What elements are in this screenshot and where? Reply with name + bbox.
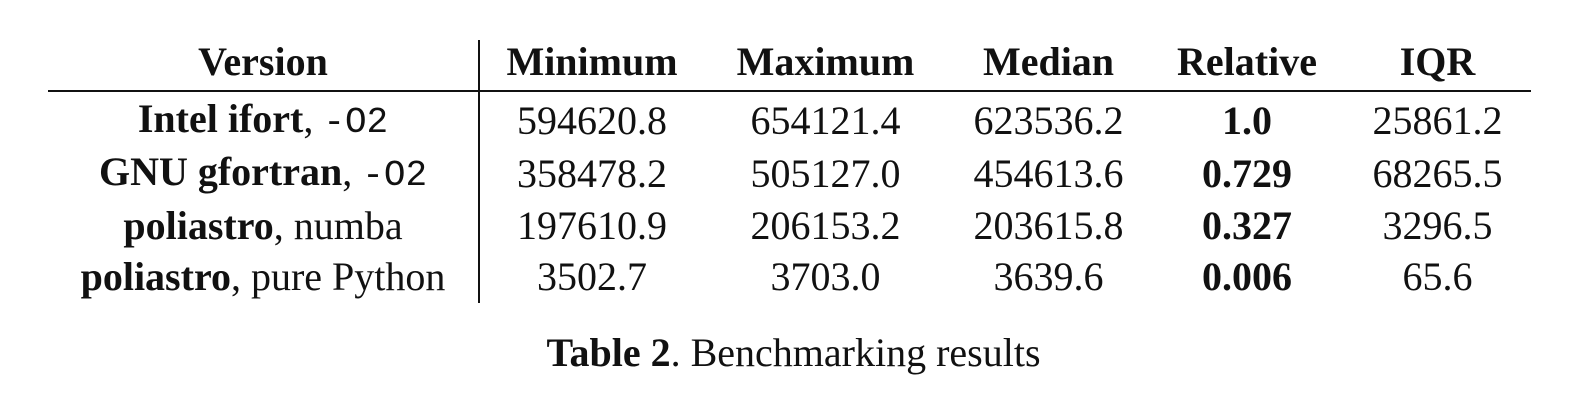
minimum-cell: 3502.7 (537, 254, 647, 299)
version-cell (48, 251, 479, 303)
caption-separator: . (670, 330, 691, 375)
version-name: Intel ifort (137, 96, 304, 141)
median-cell: 454613.6 (973, 151, 1124, 196)
iqr-cell: 68265.5 (1372, 151, 1503, 196)
iqr-cell: 25861.2 (1372, 98, 1503, 143)
version-separator: , (273, 203, 294, 248)
version-option: -O2 (323, 102, 389, 143)
median-cell: 3639.6 (993, 254, 1104, 299)
caption-text: Benchmarking results (690, 330, 1041, 375)
maximum-cell: 505127.0 (750, 151, 901, 196)
maximum-cell: 206153.2 (750, 203, 901, 248)
version-cell (48, 91, 479, 147)
table-row (48, 147, 1531, 200)
version-separator: , (230, 254, 251, 299)
median-cell: 203615.8 (973, 203, 1124, 248)
relative-cell: 1.0 (1222, 98, 1272, 143)
header-version: Version (48, 40, 479, 91)
minimum-cell: 358478.2 (517, 151, 667, 196)
header-iqr: IQR (1399, 39, 1476, 84)
caption-label: Table 2 (546, 330, 671, 375)
version-separator: , (342, 149, 363, 194)
benchmark-table-container (48, 40, 1531, 303)
table-row (48, 200, 1531, 251)
maximum-cell: 3703.0 (770, 254, 881, 299)
iqr-cell: 65.6 (1402, 254, 1473, 299)
header-minimum: Minimum (506, 39, 678, 84)
relative-cell: 0.327 (1202, 203, 1292, 248)
version-cell (48, 147, 479, 200)
table-row (48, 251, 1531, 303)
header-median: Median (982, 39, 1115, 84)
minimum-cell: 594620.8 (517, 98, 667, 143)
median-cell: 623536.2 (973, 98, 1124, 143)
table-row (48, 91, 1531, 147)
iqr-cell: 3296.5 (1382, 203, 1493, 248)
version-name: GNU gfortran (98, 149, 343, 194)
minimum-cell: 197610.9 (517, 203, 667, 248)
version-option: -O2 (362, 155, 428, 196)
benchmark-table (48, 40, 1531, 303)
version-name: poliastro (123, 203, 274, 248)
relative-cell: 0.006 (1202, 254, 1292, 299)
version-separator: , (303, 96, 324, 141)
header-maximum: Maximum (736, 39, 915, 84)
header-row (48, 40, 1531, 91)
header-relative: Relative (1177, 39, 1317, 84)
maximum-cell: 654121.4 (750, 98, 901, 143)
version-name: poliastro (80, 254, 231, 299)
table-caption (0, 328, 1587, 378)
version-option: pure Python (250, 254, 446, 299)
version-option: numba (293, 203, 403, 248)
version-cell (48, 200, 479, 251)
relative-cell: 0.729 (1202, 151, 1292, 196)
